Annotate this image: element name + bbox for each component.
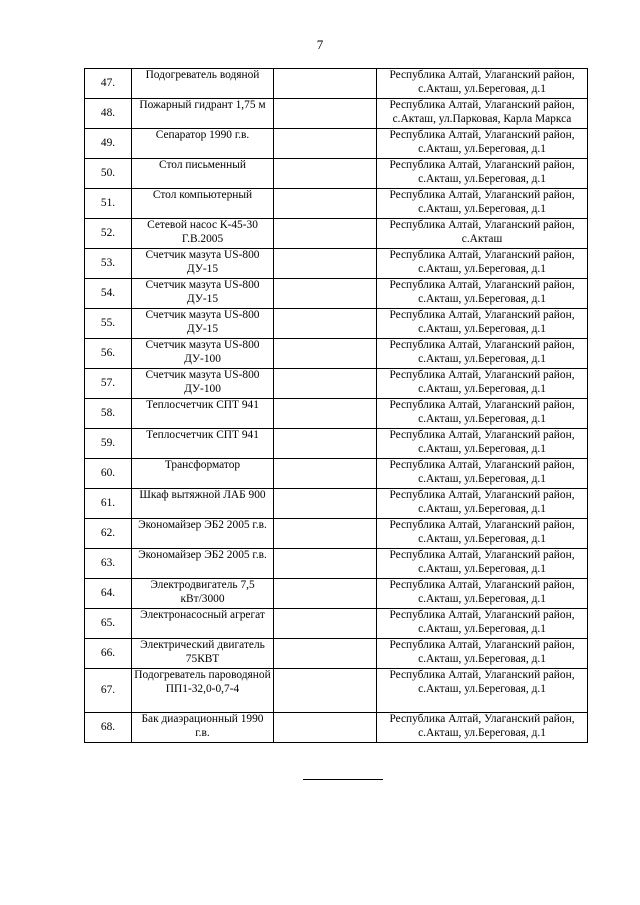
empty-cell <box>274 309 377 339</box>
item-name: Подогреватель водяной <box>132 69 274 99</box>
item-address: Республика Алтай, Улаганский район, с.Акташ, ул.Береговая, д.1 <box>377 459 588 489</box>
empty-cell <box>274 189 377 219</box>
empty-cell <box>274 579 377 609</box>
item-name: Экономайзер ЭБ2 2005 г.в. <box>132 519 274 549</box>
item-name: Стол компьютерный <box>132 189 274 219</box>
item-address: Республика Алтай, Улаганский район, с.Акташ, ул.Береговая, д.1 <box>377 549 588 579</box>
row-number: 63. <box>85 549 132 579</box>
table-row <box>85 549 588 579</box>
table-row <box>85 279 588 309</box>
empty-cell <box>274 459 377 489</box>
table-row <box>85 669 588 713</box>
empty-cell <box>274 279 377 309</box>
table-row <box>85 713 588 743</box>
empty-cell <box>274 713 377 743</box>
item-name: Бак диаэрационный 1990 г.в. <box>132 713 274 743</box>
table-row <box>85 309 588 339</box>
item-name: Теплосчетчик СПТ 941 <box>132 399 274 429</box>
item-address: Республика Алтай, Улаганский район, с.Акташ, ул.Береговая, д.1 <box>377 399 588 429</box>
empty-cell <box>274 429 377 459</box>
table-row <box>85 99 588 129</box>
table-row <box>85 69 588 99</box>
item-name: Электрический двигатель 75КВТ <box>132 639 274 669</box>
row-number: 56. <box>85 339 132 369</box>
item-name: Сетевой насос К-45-30 Г.В.2005 <box>132 219 274 249</box>
row-number: 61. <box>85 489 132 519</box>
empty-cell <box>274 609 377 639</box>
empty-cell <box>274 99 377 129</box>
item-address: Республика Алтай, Улаганский район, с.Акташ, ул.Береговая, д.1 <box>377 713 588 743</box>
item-address: Республика Алтай, Улаганский район, с.Акташ, ул.Береговая, д.1 <box>377 489 588 519</box>
table-row <box>85 249 588 279</box>
item-name: Шкаф вытяжной ЛАБ 900 <box>132 489 274 519</box>
empty-cell <box>274 369 377 399</box>
item-address: Республика Алтай, Улаганский район, с.Акташ, ул.Береговая, д.1 <box>377 129 588 159</box>
item-name: Трансформатор <box>132 459 274 489</box>
item-address: Республика Алтай, Улаганский район, с.Акташ, ул.Парковая, Карла Маркса <box>377 99 588 129</box>
empty-cell <box>274 549 377 579</box>
table-row <box>85 399 588 429</box>
table-row <box>85 189 588 219</box>
row-number: 67. <box>85 669 132 713</box>
empty-cell <box>274 399 377 429</box>
item-address: Республика Алтай, Улаганский район, с.Акташ, ул.Береговая, д.1 <box>377 309 588 339</box>
row-number: 62. <box>85 519 132 549</box>
item-name: Сепаратор 1990 г.в. <box>132 129 274 159</box>
item-name: Экономайзер ЭБ2 2005 г.в. <box>132 549 274 579</box>
empty-cell <box>274 219 377 249</box>
row-number: 49. <box>85 129 132 159</box>
row-number: 58. <box>85 399 132 429</box>
item-name: Счетчик мазута US-800 ДУ-15 <box>132 249 274 279</box>
property-table-body <box>85 69 588 743</box>
item-name: Электродвигатель 7,5 кВт/3000 <box>132 579 274 609</box>
table-row <box>85 339 588 369</box>
table-row <box>85 459 588 489</box>
row-number: 51. <box>85 189 132 219</box>
table-row <box>85 639 588 669</box>
row-number: 59. <box>85 429 132 459</box>
item-name: Счетчик мазута US-800 ДУ-15 <box>132 279 274 309</box>
item-address: Республика Алтай, Улаганский район, с.Акташ, ул.Береговая, д.1 <box>377 519 588 549</box>
empty-cell <box>274 639 377 669</box>
item-name: Электронасосный агрегат <box>132 609 274 639</box>
item-name: Счетчик мазута US-800 ДУ-15 <box>132 309 274 339</box>
row-number: 53. <box>85 249 132 279</box>
property-table <box>84 68 588 743</box>
item-name: Пожарный гидрант 1,75 м <box>132 99 274 129</box>
end-rule <box>303 779 383 780</box>
row-number: 66. <box>85 639 132 669</box>
item-address: Республика Алтай, Улаганский район, с.Акташ, ул.Береговая, д.1 <box>377 369 588 399</box>
row-number: 48. <box>85 99 132 129</box>
item-address: Республика Алтай, Улаганский район, с.Акташ, ул.Береговая, д.1 <box>377 339 588 369</box>
item-name: Счетчик мазута US-800 ДУ-100 <box>132 339 274 369</box>
row-number: 55. <box>85 309 132 339</box>
item-address: Республика Алтай, Улаганский район, с.Акташ <box>377 219 588 249</box>
table-row <box>85 129 588 159</box>
empty-cell <box>274 129 377 159</box>
table-row <box>85 579 588 609</box>
empty-cell <box>274 159 377 189</box>
item-name: Стол письменный <box>132 159 274 189</box>
table-row <box>85 609 588 639</box>
empty-cell <box>274 489 377 519</box>
table-row <box>85 219 588 249</box>
item-address: Республика Алтай, Улаганский район, с.Акташ, ул.Береговая, д.1 <box>377 189 588 219</box>
empty-cell <box>274 249 377 279</box>
empty-cell <box>274 339 377 369</box>
row-number: 68. <box>85 713 132 743</box>
item-name: Подогреватель пароводяной ПП1-32,0-0,7-4 <box>132 669 274 713</box>
row-number: 47. <box>85 69 132 99</box>
row-number: 54. <box>85 279 132 309</box>
row-number: 50. <box>85 159 132 189</box>
table-row <box>85 369 588 399</box>
row-number: 64. <box>85 579 132 609</box>
item-address: Республика Алтай, Улаганский район, с.Акташ, ул.Береговая, д.1 <box>377 639 588 669</box>
item-address: Республика Алтай, Улаганский район, с.Акташ, ул.Береговая, д.1 <box>377 159 588 189</box>
row-number: 52. <box>85 219 132 249</box>
item-address: Республика Алтай, Улаганский район, с.Акташ, ул.Береговая, д.1 <box>377 579 588 609</box>
table-row <box>85 429 588 459</box>
empty-cell <box>274 519 377 549</box>
table-row <box>85 159 588 189</box>
item-name: Теплосчетчик СПТ 941 <box>132 429 274 459</box>
row-number: 57. <box>85 369 132 399</box>
row-number: 60. <box>85 459 132 489</box>
item-address: Республика Алтай, Улаганский район, с.Акташ, ул.Береговая, д.1 <box>377 609 588 639</box>
empty-cell <box>274 69 377 99</box>
empty-cell <box>274 669 377 713</box>
item-address: Республика Алтай, Улаганский район, с.Акташ, ул.Береговая, д.1 <box>377 69 588 99</box>
item-address: Республика Алтай, Улаганский район, с.Акташ, ул.Береговая, д.1 <box>377 429 588 459</box>
item-address: Республика Алтай, Улаганский район, с.Акташ, ул.Береговая, д.1 <box>377 279 588 309</box>
row-number: 65. <box>85 609 132 639</box>
page-number: 7 <box>316 37 324 52</box>
table-row <box>85 519 588 549</box>
table-row <box>85 489 588 519</box>
item-name: Счетчик мазута US-800 ДУ-100 <box>132 369 274 399</box>
item-address: Республика Алтай, Улаганский район, с.Акташ, ул.Береговая, д.1 <box>377 249 588 279</box>
item-address: Республика Алтай, Улаганский район, с.Акташ, ул.Береговая, д.1 <box>377 669 588 713</box>
